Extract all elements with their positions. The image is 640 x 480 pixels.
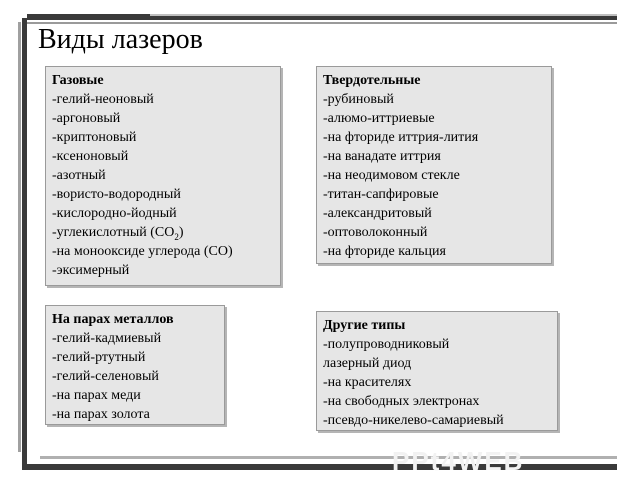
solid-state-lasers-box — [316, 66, 552, 264]
list-item: -гелий-неоновый — [52, 92, 154, 107]
list-item: -ксеноновый — [52, 149, 129, 164]
frame-top-highlight — [150, 14, 617, 16]
frame-bottom-shadow — [40, 456, 617, 459]
list-item: -гелий-ртутный — [52, 350, 146, 365]
metal-vapor-lasers-box — [45, 305, 225, 425]
list-item: -аргоновый — [52, 111, 121, 126]
list-item: -гелий-кадмиевый — [52, 331, 162, 346]
list-item: -на монооксиде углерода (CO) — [52, 244, 233, 259]
list-item: -на красителях — [323, 375, 412, 390]
list-item: -рубиновый — [323, 92, 394, 107]
gas-lasers-box — [45, 66, 281, 286]
frame-left-bar — [22, 18, 27, 470]
list-item: -алюмо-иттриевые — [323, 111, 435, 126]
frame-bottom-bar — [27, 464, 617, 470]
list-item: -криптоновый — [52, 130, 137, 145]
list-item: -на фториде кальция — [323, 244, 446, 259]
metal-vapor-heading: На парах металлов — [52, 312, 174, 327]
list-item: лазерный диод — [323, 356, 412, 371]
list-item: -на неодимовом стекле — [323, 168, 460, 183]
watermark-logo: PPt4WEB — [392, 446, 525, 476]
list-item: -на фториде иттрия-лития — [323, 130, 479, 145]
co2-prefix: -углекислотный (CO — [52, 225, 175, 240]
co2-subscript: 2 — [174, 231, 179, 242]
list-item: -кислородно-йодный — [52, 206, 177, 221]
list-item: -титан-сапфировые — [323, 187, 439, 202]
list-item: -эксимерный — [52, 263, 130, 278]
slide-title: Виды лазеров — [38, 24, 203, 55]
list-item-co2 — [52, 223, 274, 242]
list-item: -вористо-водородный — [52, 187, 181, 202]
list-item: -псевдо-никелево-самариевый — [323, 413, 504, 428]
frame-left-shadow — [18, 22, 21, 452]
list-item: -полупроводниковый — [323, 337, 450, 352]
list-item: -на парах меди — [52, 388, 141, 403]
list-item: -на парах золота — [52, 407, 150, 422]
gas-lasers-heading: Газовые — [52, 73, 104, 88]
list-item: -на ванадате иттрия — [323, 149, 441, 164]
list-item: -оптоволоконный — [323, 225, 428, 240]
list-item: -азотный — [52, 168, 106, 183]
solid-state-heading: Твердотельные — [323, 73, 421, 88]
other-lasers-box — [316, 311, 558, 431]
list-item: -александритовый — [323, 206, 432, 221]
list-item: -на свободных электронах — [323, 394, 480, 409]
list-item: -гелий-селеновый — [52, 369, 159, 384]
other-types-heading: Другие типы — [323, 318, 406, 333]
co2-suffix: ) — [178, 225, 184, 240]
